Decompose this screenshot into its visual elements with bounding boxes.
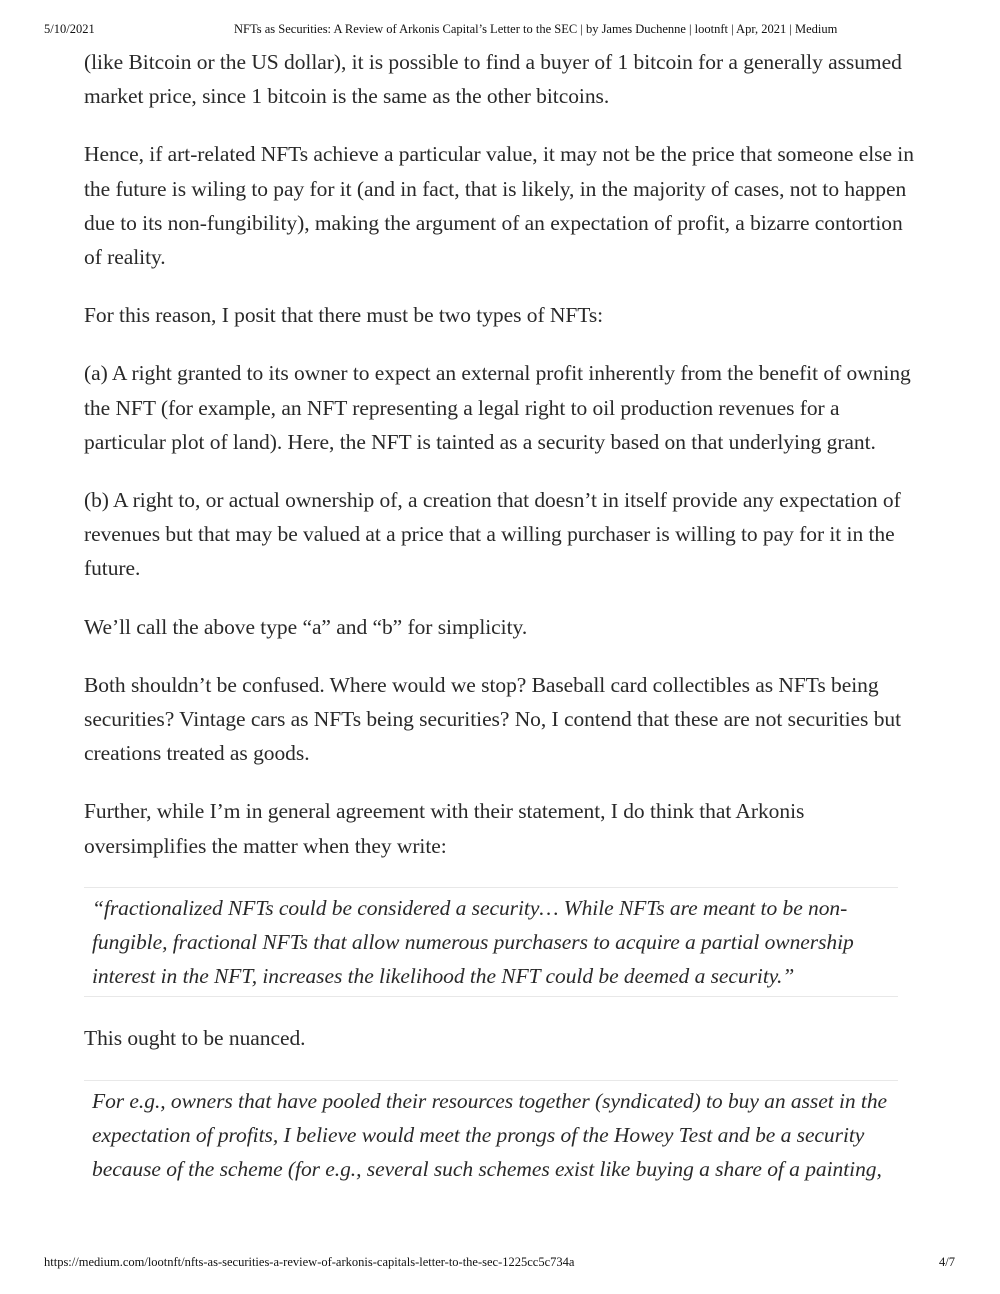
paragraph-both: Both shouldn’t be confused. Where would we stop? Baseball card collectibles as NFTs being securities? Vintage cars as NFTs being securities? No, I contend that these are not securities but creations treated as goods. (84, 672, 902, 766)
blockquote-syndicated (84, 1080, 898, 1231)
print-footer (0, 1255, 1000, 1275)
paragraph-type-b: (b) A right to, or actual ownership of, a creation that doesn’t in itself provide any expectation of revenues but that may be valued at a price that a willing purchaser is willing to pay for it in the future. (84, 488, 901, 581)
paragraph-reason: For this reason, I posit that there must be two types of NFTs: (84, 303, 604, 328)
print-page-title: NFTs as Securities: A Review of Arkonis Capital’s Letter to the SEC | by James Duchenne | lootnft | Apr, 2021 | Medium (234, 22, 838, 36)
paragraph-type-a: (a) A right granted to its owner to expect an external profit inherently from the benefit of owning the NFT (for example, an NFT representing a legal right to oil production revenues for a particular plot of land). Here, the NFT is tainted as a security based on that underlying grant. (84, 361, 911, 454)
paragraph-nuanced: This ought to be nuanced. (84, 1026, 306, 1051)
paragraph-call: We’ll call the above type “a” and “b” for simplicity. (84, 614, 528, 639)
paragraph-hence: Hence, if art-related NFTs achieve a particular value, it may not be the price that someone else in the future is wiling to pay for it (and in fact, that is likely, in the majority of cases, not to happen due to its non-fungibility), making the argument of an expectation of profit, a bizarre contortion of reality. (84, 142, 914, 270)
blockquote-text: “fractionalized NFTs could be considered a security… While NFTs are meant to be non-fungible, fractional NFTs that allow numerous purchasers to acquire a partial ownership interest in the NFT, increases the likelihood the NFT could be deemed a security.” (92, 895, 854, 989)
page-number: 4/7 (939, 1255, 955, 1269)
print-header (0, 22, 1000, 42)
print-date: 5/10/2021 (44, 22, 95, 36)
blockquote-text: For e.g., owners that have pooled their resources together (syndicated) to buy an asset in the expectation of profits, I believe would meet the prongs of the Howey Test and be a security because of the scheme (for e.g., several such schemes exist like buying a share of a painting, (92, 1088, 888, 1182)
paragraph-further: Further, while I’m in general agreement with their statement, I do think that Arkonis oversimplifies the matter when they write: (84, 799, 805, 858)
print-url: https://medium.com/lootnft/nfts-as-securities-a-review-of-arkonis-capitals-letter-to-the-sec-1225cc5c734a (44, 1255, 575, 1269)
blockquote-fractionalized (84, 887, 898, 998)
article-body (84, 45, 924, 1240)
paragraph-intro: (like Bitcoin or the US dollar), it is possible to find a buyer of 1 bitcoin for a generally assumed market price, since 1 bitcoin is the same as the other bitcoins. (84, 50, 902, 109)
